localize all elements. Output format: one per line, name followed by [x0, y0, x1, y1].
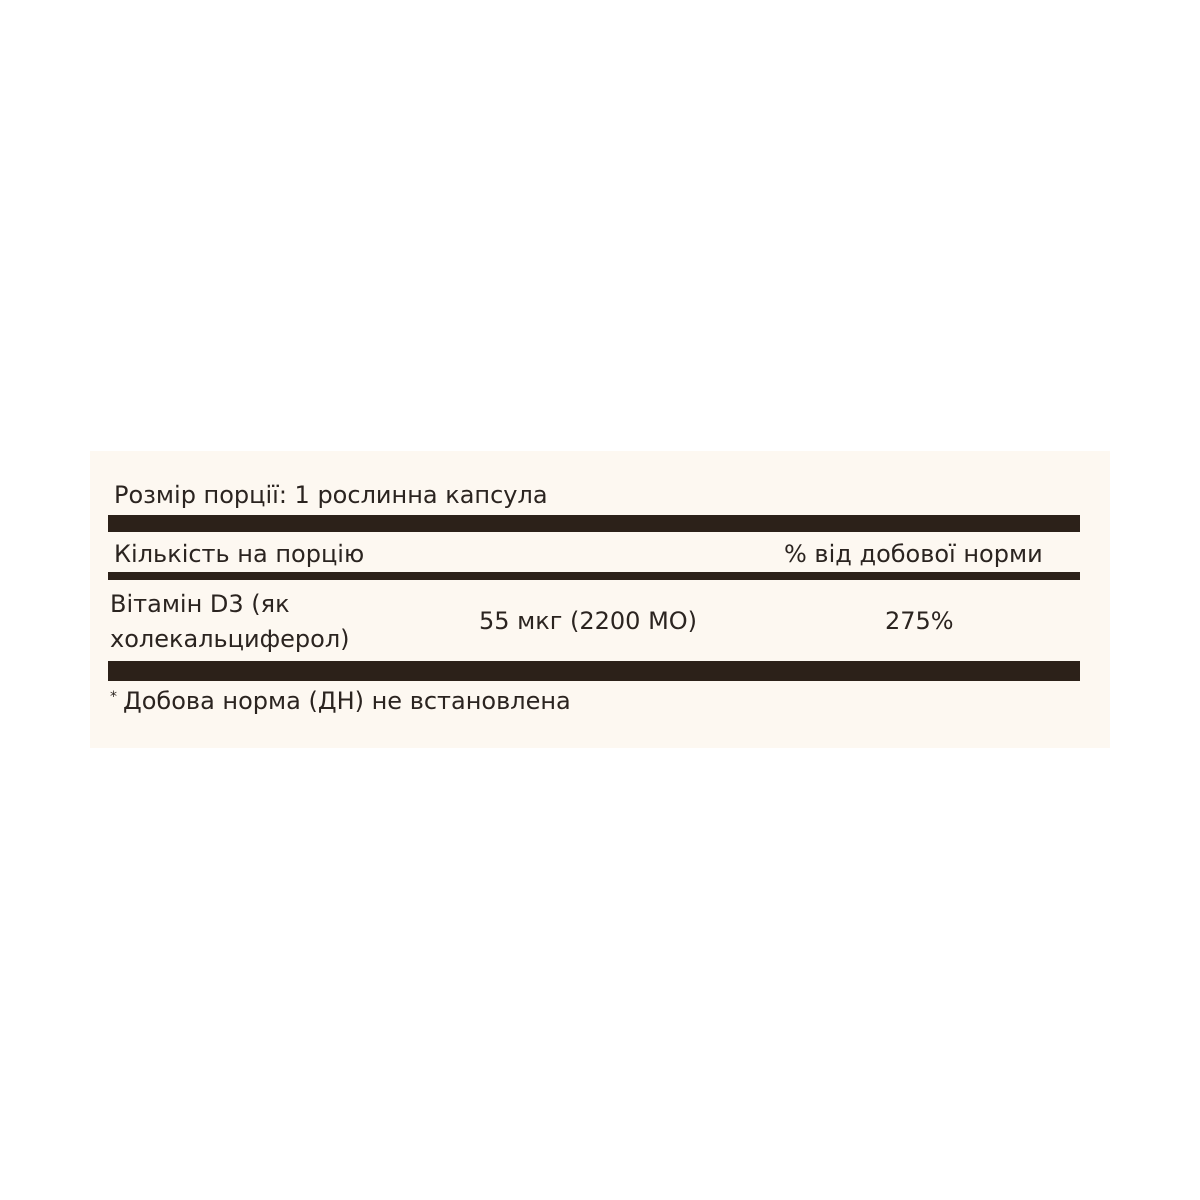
nutrient-amount: 55 мкг (2200 МО) — [479, 607, 698, 635]
supplement-facts-panel — [90, 451, 1110, 748]
nutrient-daily-value: 275% — [885, 607, 954, 635]
footnote — [110, 685, 571, 717]
amount-per-serving-header: Кількість на порцію — [114, 540, 365, 568]
footnote-marker: * — [110, 689, 117, 705]
divider-thick-bottom — [108, 661, 1080, 681]
nutrient-name-line2: холекальциферол) — [110, 625, 350, 653]
divider-thick-top — [108, 515, 1080, 532]
serving-size: Розмір порції: 1 рослинна капсула — [114, 481, 548, 509]
footnote-text: Добова норма (ДН) не встановлена — [123, 687, 571, 715]
daily-value-header: % від добової норми — [784, 540, 1043, 568]
divider-medium — [108, 572, 1080, 580]
nutrient-name — [110, 587, 390, 657]
nutrient-name-line1: Вітамін D3 (як — [110, 590, 290, 618]
